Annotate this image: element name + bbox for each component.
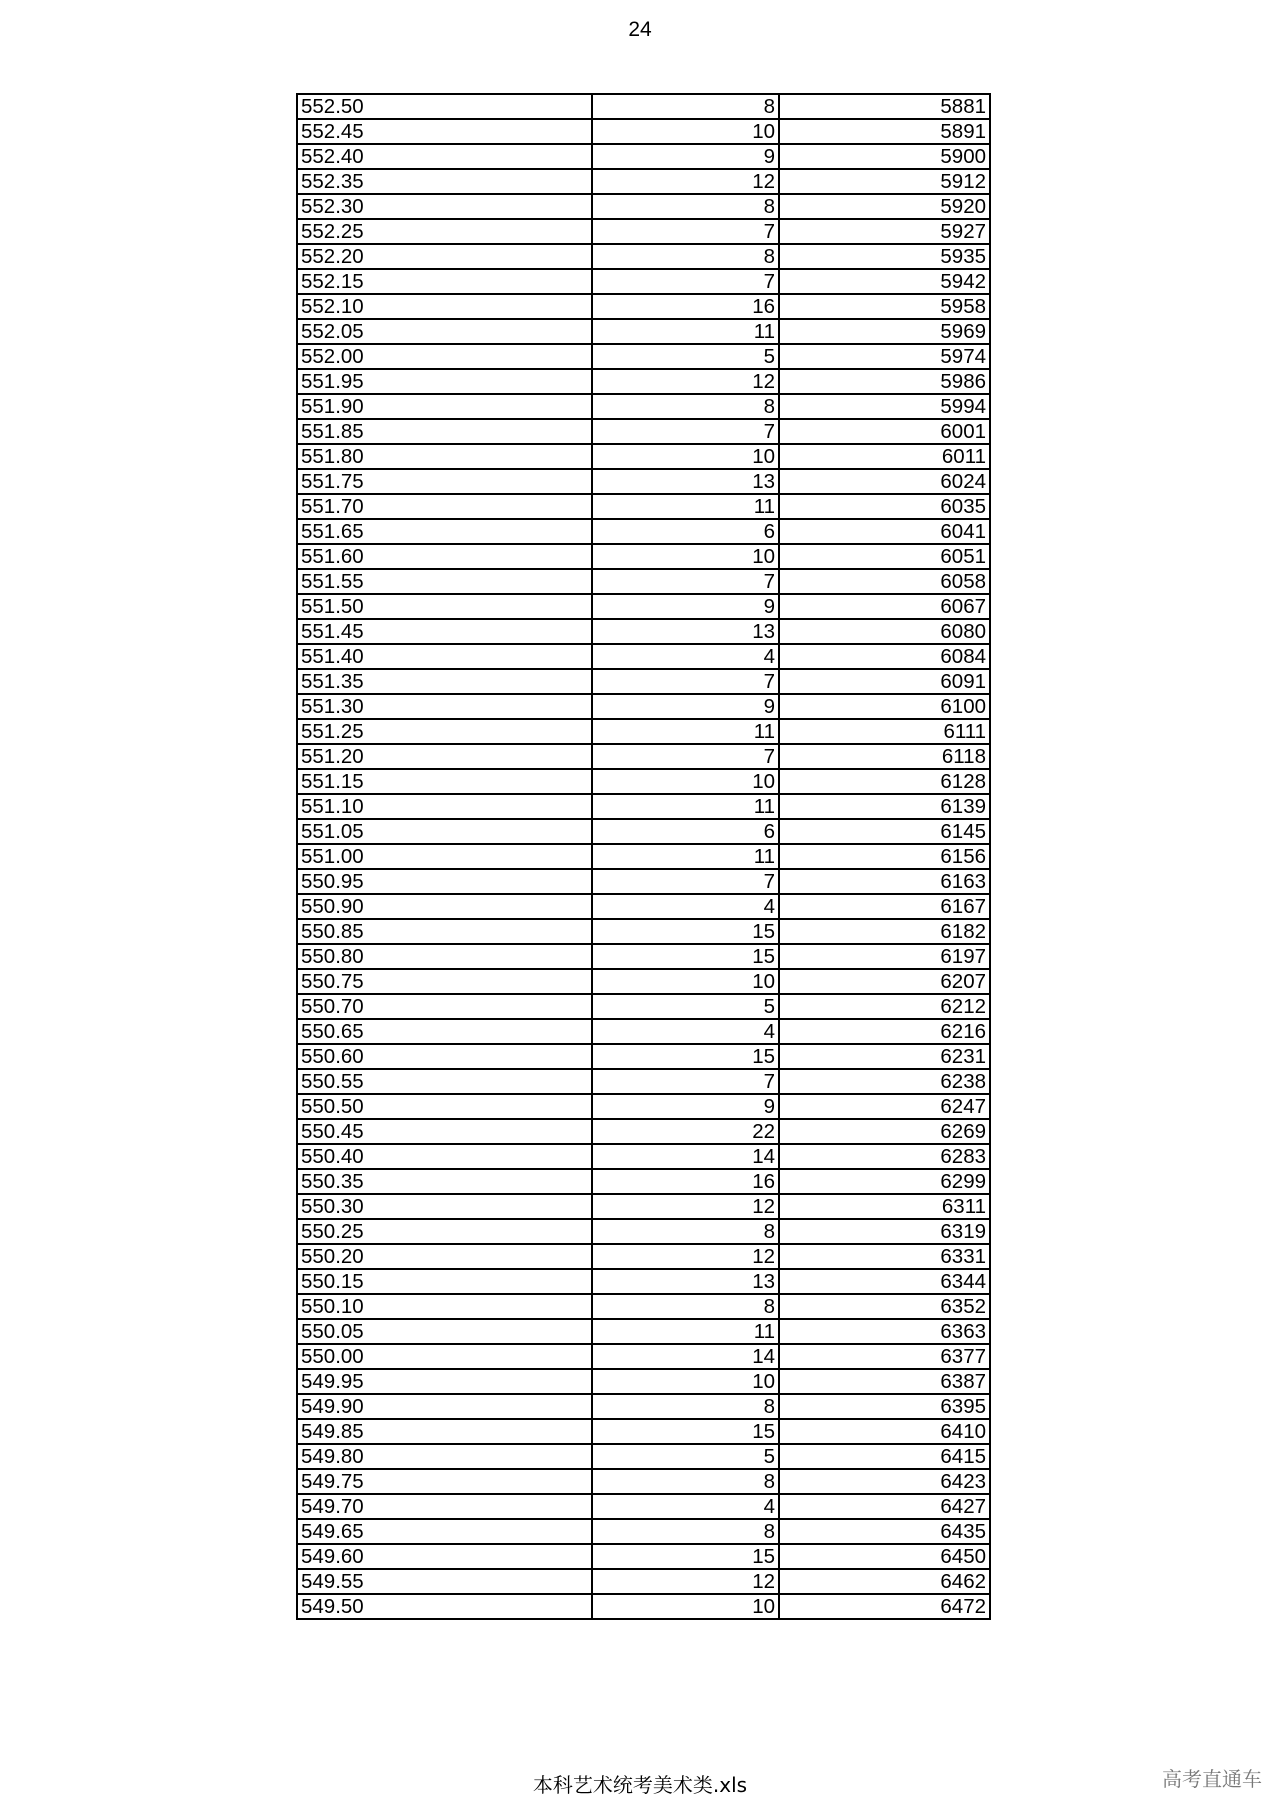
table-row	[297, 1594, 990, 1619]
table-row	[297, 969, 990, 994]
cumulative-cell: 5927	[779, 219, 990, 244]
count-cell: 10	[592, 444, 779, 469]
score-cell: 550.00	[297, 1344, 592, 1369]
table-row	[297, 894, 990, 919]
cumulative-cell: 5912	[779, 169, 990, 194]
cumulative-cell: 6156	[779, 844, 990, 869]
count-cell: 4	[592, 1494, 779, 1519]
score-cell: 552.20	[297, 244, 592, 269]
score-cell: 551.75	[297, 469, 592, 494]
score-cell: 549.50	[297, 1594, 592, 1619]
count-cell: 7	[592, 219, 779, 244]
cumulative-cell: 6352	[779, 1294, 990, 1319]
count-cell: 8	[592, 94, 779, 119]
score-cell: 552.50	[297, 94, 592, 119]
score-cell: 552.05	[297, 319, 592, 344]
score-cell: 551.85	[297, 419, 592, 444]
table-row	[297, 144, 990, 169]
score-cell: 550.20	[297, 1244, 592, 1269]
table-row	[297, 1369, 990, 1394]
score-cell: 551.05	[297, 819, 592, 844]
count-cell: 15	[592, 944, 779, 969]
cumulative-cell: 6041	[779, 519, 990, 544]
table-row	[297, 644, 990, 669]
table-row	[297, 1044, 990, 1069]
count-cell: 12	[592, 1194, 779, 1219]
score-cell: 551.10	[297, 794, 592, 819]
cumulative-cell: 6331	[779, 1244, 990, 1269]
score-cell: 550.10	[297, 1294, 592, 1319]
cumulative-cell: 6435	[779, 1519, 990, 1544]
score-cell: 552.45	[297, 119, 592, 144]
table-row	[297, 219, 990, 244]
cumulative-cell: 5958	[779, 294, 990, 319]
count-cell: 4	[592, 644, 779, 669]
score-cell: 552.10	[297, 294, 592, 319]
count-cell: 9	[592, 694, 779, 719]
score-cell: 551.30	[297, 694, 592, 719]
count-cell: 13	[592, 619, 779, 644]
score-cell: 550.40	[297, 1144, 592, 1169]
table-row	[297, 294, 990, 319]
score-cell: 552.25	[297, 219, 592, 244]
count-cell: 8	[592, 1394, 779, 1419]
count-cell: 15	[592, 1044, 779, 1069]
cumulative-cell: 6139	[779, 794, 990, 819]
score-cell: 551.40	[297, 644, 592, 669]
score-cell: 549.85	[297, 1419, 592, 1444]
count-cell: 11	[592, 794, 779, 819]
score-cell: 549.95	[297, 1369, 592, 1394]
cumulative-cell: 6128	[779, 769, 990, 794]
table-row	[297, 94, 990, 119]
table-row	[297, 919, 990, 944]
table-row	[297, 194, 990, 219]
table-row	[297, 1094, 990, 1119]
table-row	[297, 1194, 990, 1219]
count-cell: 10	[592, 1369, 779, 1394]
score-cell: 550.05	[297, 1319, 592, 1344]
count-cell: 4	[592, 1019, 779, 1044]
count-cell: 7	[592, 744, 779, 769]
table-row	[297, 1019, 990, 1044]
table-row	[297, 419, 990, 444]
cumulative-cell: 6084	[779, 644, 990, 669]
cumulative-cell: 5891	[779, 119, 990, 144]
table-row	[297, 1069, 990, 1094]
score-cell: 551.90	[297, 394, 592, 419]
score-cell: 550.55	[297, 1069, 592, 1094]
score-cell: 550.50	[297, 1094, 592, 1119]
score-cell: 551.65	[297, 519, 592, 544]
cumulative-cell: 5900	[779, 144, 990, 169]
table-row	[297, 1319, 990, 1344]
cumulative-cell: 6001	[779, 419, 990, 444]
cumulative-cell: 5935	[779, 244, 990, 269]
table-row	[297, 944, 990, 969]
count-cell: 10	[592, 769, 779, 794]
count-cell: 7	[592, 669, 779, 694]
table-row	[297, 569, 990, 594]
count-cell: 12	[592, 369, 779, 394]
cumulative-cell: 6080	[779, 619, 990, 644]
cumulative-cell: 6212	[779, 994, 990, 1019]
count-cell: 13	[592, 1269, 779, 1294]
score-cell: 551.55	[297, 569, 592, 594]
count-cell: 4	[592, 894, 779, 919]
table-row	[297, 594, 990, 619]
score-cell: 550.35	[297, 1169, 592, 1194]
count-cell: 7	[592, 1069, 779, 1094]
count-cell: 7	[592, 269, 779, 294]
table-row	[297, 1144, 990, 1169]
table-row	[297, 1119, 990, 1144]
table-row	[297, 869, 990, 894]
score-cell: 549.65	[297, 1519, 592, 1544]
score-cell: 551.15	[297, 769, 592, 794]
score-cell: 551.00	[297, 844, 592, 869]
table-row	[297, 819, 990, 844]
table-row	[297, 1494, 990, 1519]
table-row	[297, 769, 990, 794]
table-row	[297, 1569, 990, 1594]
table-row	[297, 1244, 990, 1269]
cumulative-cell: 5920	[779, 194, 990, 219]
score-table	[296, 93, 991, 1620]
cumulative-cell: 6207	[779, 969, 990, 994]
cumulative-cell: 6167	[779, 894, 990, 919]
table-row	[297, 994, 990, 1019]
table-row	[297, 844, 990, 869]
score-table-container	[296, 93, 989, 1620]
footer-filename: 本科艺术统考美术类.xls	[532, 1773, 748, 1797]
table-row	[297, 669, 990, 694]
score-cell: 550.60	[297, 1044, 592, 1069]
score-cell: 551.95	[297, 369, 592, 394]
count-cell: 16	[592, 1169, 779, 1194]
score-cell: 551.35	[297, 669, 592, 694]
count-cell: 5	[592, 344, 779, 369]
count-cell: 7	[592, 869, 779, 894]
score-cell: 550.30	[297, 1194, 592, 1219]
table-row	[297, 244, 990, 269]
score-cell: 551.20	[297, 744, 592, 769]
cumulative-cell: 6100	[779, 694, 990, 719]
score-cell: 551.45	[297, 619, 592, 644]
cumulative-cell: 6462	[779, 1569, 990, 1594]
cumulative-cell: 6423	[779, 1469, 990, 1494]
cumulative-cell: 6410	[779, 1419, 990, 1444]
cumulative-cell: 6067	[779, 594, 990, 619]
cumulative-cell: 6427	[779, 1494, 990, 1519]
score-cell: 549.60	[297, 1544, 592, 1569]
table-row	[297, 344, 990, 369]
count-cell: 14	[592, 1144, 779, 1169]
cumulative-cell: 6415	[779, 1444, 990, 1469]
table-row	[297, 1544, 990, 1569]
cumulative-cell: 6377	[779, 1344, 990, 1369]
count-cell: 9	[592, 144, 779, 169]
count-cell: 6	[592, 819, 779, 844]
table-row	[297, 469, 990, 494]
table-row	[297, 1294, 990, 1319]
count-cell: 8	[592, 1294, 779, 1319]
count-cell: 12	[592, 1244, 779, 1269]
count-cell: 22	[592, 1119, 779, 1144]
count-cell: 7	[592, 419, 779, 444]
table-row	[297, 1344, 990, 1369]
table-row	[297, 694, 990, 719]
cumulative-cell: 6344	[779, 1269, 990, 1294]
table-row	[297, 369, 990, 394]
count-cell: 10	[592, 119, 779, 144]
cumulative-cell: 5881	[779, 94, 990, 119]
cumulative-cell: 6035	[779, 494, 990, 519]
cumulative-cell: 5942	[779, 269, 990, 294]
cumulative-cell: 6118	[779, 744, 990, 769]
count-cell: 15	[592, 1544, 779, 1569]
count-cell: 8	[592, 394, 779, 419]
cumulative-cell: 6238	[779, 1069, 990, 1094]
table-row	[297, 1269, 990, 1294]
count-cell: 9	[592, 1094, 779, 1119]
cumulative-cell: 6091	[779, 669, 990, 694]
cumulative-cell: 5994	[779, 394, 990, 419]
score-cell: 552.30	[297, 194, 592, 219]
cumulative-cell: 6111	[779, 719, 990, 744]
count-cell: 10	[592, 544, 779, 569]
cumulative-cell: 6269	[779, 1119, 990, 1144]
count-cell: 8	[592, 1519, 779, 1544]
count-cell: 14	[592, 1344, 779, 1369]
score-cell: 549.90	[297, 1394, 592, 1419]
count-cell: 10	[592, 1594, 779, 1619]
count-cell: 9	[592, 594, 779, 619]
cumulative-cell: 6231	[779, 1044, 990, 1069]
count-cell: 12	[592, 169, 779, 194]
score-cell: 549.70	[297, 1494, 592, 1519]
score-cell: 552.00	[297, 344, 592, 369]
table-row	[297, 319, 990, 344]
count-cell: 7	[592, 569, 779, 594]
count-cell: 11	[592, 719, 779, 744]
cumulative-cell: 6395	[779, 1394, 990, 1419]
score-cell: 552.15	[297, 269, 592, 294]
cumulative-cell: 6163	[779, 869, 990, 894]
table-row	[297, 269, 990, 294]
score-cell: 550.80	[297, 944, 592, 969]
count-cell: 16	[592, 294, 779, 319]
count-cell: 8	[592, 1469, 779, 1494]
cumulative-cell: 6299	[779, 1169, 990, 1194]
table-row	[297, 444, 990, 469]
count-cell: 11	[592, 1319, 779, 1344]
cumulative-cell: 5986	[779, 369, 990, 394]
cumulative-cell: 5974	[779, 344, 990, 369]
table-row	[297, 1169, 990, 1194]
score-cell: 550.95	[297, 869, 592, 894]
table-row	[297, 169, 990, 194]
table-row	[297, 1419, 990, 1444]
cumulative-cell: 6011	[779, 444, 990, 469]
count-cell: 11	[592, 319, 779, 344]
score-table-body	[297, 94, 990, 1619]
table-row	[297, 1469, 990, 1494]
score-cell: 550.15	[297, 1269, 592, 1294]
table-row	[297, 544, 990, 569]
table-row	[297, 719, 990, 744]
count-cell: 5	[592, 1444, 779, 1469]
cumulative-cell: 6182	[779, 919, 990, 944]
count-cell: 6	[592, 519, 779, 544]
table-row	[297, 1394, 990, 1419]
cumulative-cell: 6197	[779, 944, 990, 969]
score-cell: 550.45	[297, 1119, 592, 1144]
score-cell: 551.80	[297, 444, 592, 469]
score-cell: 551.60	[297, 544, 592, 569]
count-cell: 8	[592, 244, 779, 269]
cumulative-cell: 6387	[779, 1369, 990, 1394]
count-cell: 11	[592, 494, 779, 519]
score-cell: 551.50	[297, 594, 592, 619]
count-cell: 15	[592, 1419, 779, 1444]
cumulative-cell: 6319	[779, 1219, 990, 1244]
cumulative-cell: 6311	[779, 1194, 990, 1219]
score-cell: 550.85	[297, 919, 592, 944]
score-cell: 549.80	[297, 1444, 592, 1469]
count-cell: 13	[592, 469, 779, 494]
score-cell: 550.70	[297, 994, 592, 1019]
cumulative-cell: 6058	[779, 569, 990, 594]
cumulative-cell: 6450	[779, 1544, 990, 1569]
score-cell: 550.25	[297, 1219, 592, 1244]
table-row	[297, 744, 990, 769]
cumulative-cell: 6247	[779, 1094, 990, 1119]
count-cell: 15	[592, 919, 779, 944]
score-cell: 551.70	[297, 494, 592, 519]
count-cell: 11	[592, 844, 779, 869]
score-cell: 551.25	[297, 719, 592, 744]
page-number: 24	[628, 18, 652, 41]
count-cell: 5	[592, 994, 779, 1019]
score-cell: 550.90	[297, 894, 592, 919]
table-row	[297, 119, 990, 144]
table-row	[297, 494, 990, 519]
table-row	[297, 1444, 990, 1469]
cumulative-cell: 6363	[779, 1319, 990, 1344]
cumulative-cell: 6024	[779, 469, 990, 494]
table-row	[297, 519, 990, 544]
table-row	[297, 1519, 990, 1544]
table-row	[297, 794, 990, 819]
table-row	[297, 394, 990, 419]
count-cell: 8	[592, 194, 779, 219]
score-cell: 552.40	[297, 144, 592, 169]
score-cell: 549.75	[297, 1469, 592, 1494]
cumulative-cell: 6472	[779, 1594, 990, 1619]
cumulative-cell: 6283	[779, 1144, 990, 1169]
score-cell: 550.65	[297, 1019, 592, 1044]
cumulative-cell: 6216	[779, 1019, 990, 1044]
watermark-text: 高考直通车	[1162, 1767, 1262, 1791]
count-cell: 10	[592, 969, 779, 994]
cumulative-cell: 6051	[779, 544, 990, 569]
score-cell: 549.55	[297, 1569, 592, 1594]
score-cell: 552.35	[297, 169, 592, 194]
cumulative-cell: 5969	[779, 319, 990, 344]
score-cell: 550.75	[297, 969, 592, 994]
cumulative-cell: 6145	[779, 819, 990, 844]
table-row	[297, 619, 990, 644]
count-cell: 8	[592, 1219, 779, 1244]
table-row	[297, 1219, 990, 1244]
count-cell: 12	[592, 1569, 779, 1594]
